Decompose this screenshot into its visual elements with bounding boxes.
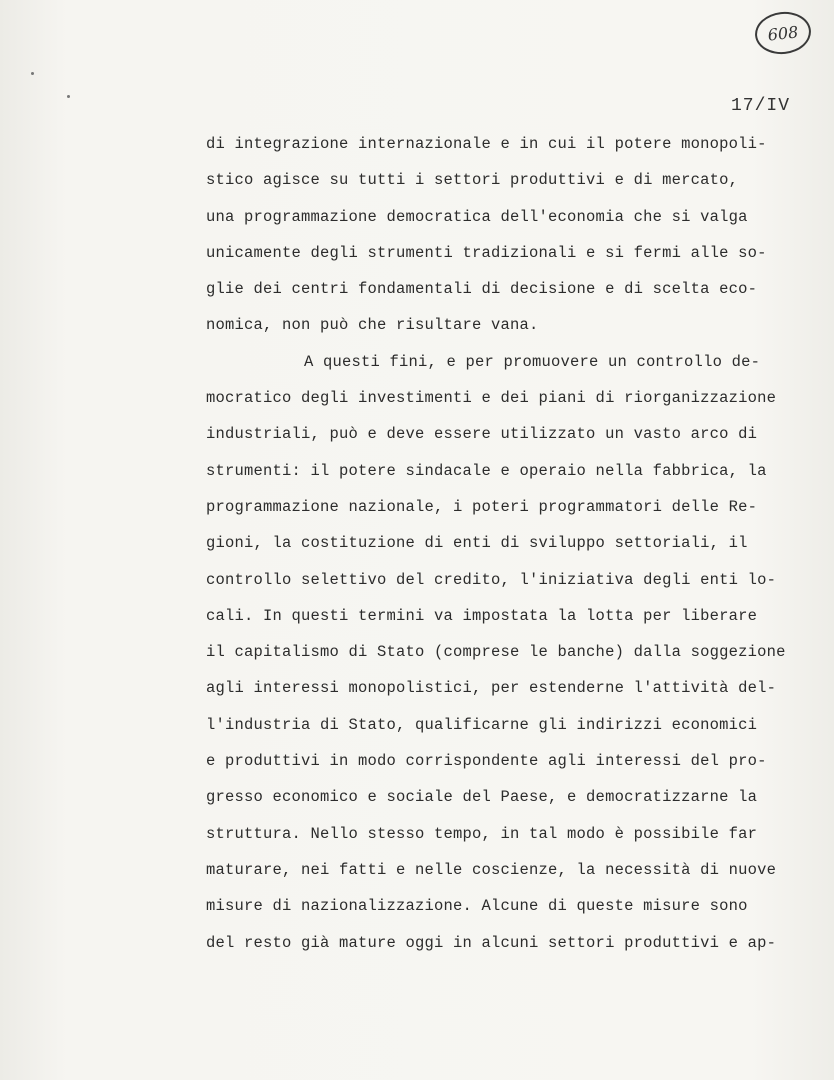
text-line: programmazione nazionale, i poteri programmatori delle Re- (206, 497, 758, 516)
page-number: 17/IV (731, 96, 791, 116)
text-line: di integrazione internazionale e in cui il potere monopoli- (206, 135, 767, 153)
text-line: industriali, può e deve essere utilizzato un vasto arco di (206, 425, 758, 444)
text-line: maturare, nei fatti e nelle coscienze, la necessità di nuove (206, 860, 777, 879)
archive-stamp (753, 9, 813, 57)
text-line: struttura. Nello stesso tempo, in tal modo è possibile far (206, 824, 758, 843)
text-line: gresso economico e sociale del Paese, e democratizzarne la (206, 788, 758, 807)
text-line: gioni, la costituzione di enti di sviluppo settoriali, il (206, 534, 748, 553)
text-line: stico agisce su tutti i settori produttivi e di mercato, (206, 171, 739, 190)
stamp-number: 608 (766, 21, 800, 45)
text-line: controllo selettivo del credito, l'iniziativa degli enti lo- (206, 570, 777, 589)
paper-speck (31, 72, 34, 75)
text-line: cali. In questi termini va impostata la lotta per liberare (206, 606, 758, 625)
text-line: misure di nazionalizzazione. Alcune di queste misure sono (206, 897, 748, 916)
paper-speck (67, 95, 70, 98)
text-line: mocratico degli investimenti e dei piani di riorganizzazione (206, 389, 777, 408)
typed-text-body (206, 126, 806, 961)
text-line: l'industria di Stato, qualificarne gli indirizzi economici (206, 715, 758, 734)
text-line: e produttivi in modo corrispondente agli interessi del pro- (206, 752, 767, 771)
text-line: strumenti: il potere sindacale e operaio nella fabbrica, la (206, 461, 767, 480)
text-line: glie dei centri fondamentali di decisione e di scelta eco- (206, 280, 758, 299)
text-line: una programmazione democratica dell'economia che si valga (206, 207, 748, 226)
text-line: A questi fini, e per promuovere un controllo de- (304, 352, 761, 371)
text-line: del resto già mature oggi in alcuni settori produttivi e ap- (206, 933, 777, 952)
text-line: agli interessi monopolistici, per estenderne l'attività del- (206, 679, 777, 698)
text-line: nomica, non può che risultare vana. (206, 316, 539, 335)
text-line: unicamente degli strumenti tradizionali e si fermi alle so- (206, 243, 767, 262)
text-line: il capitalismo di Stato (comprese le banche) dalla soggezione (206, 643, 786, 662)
